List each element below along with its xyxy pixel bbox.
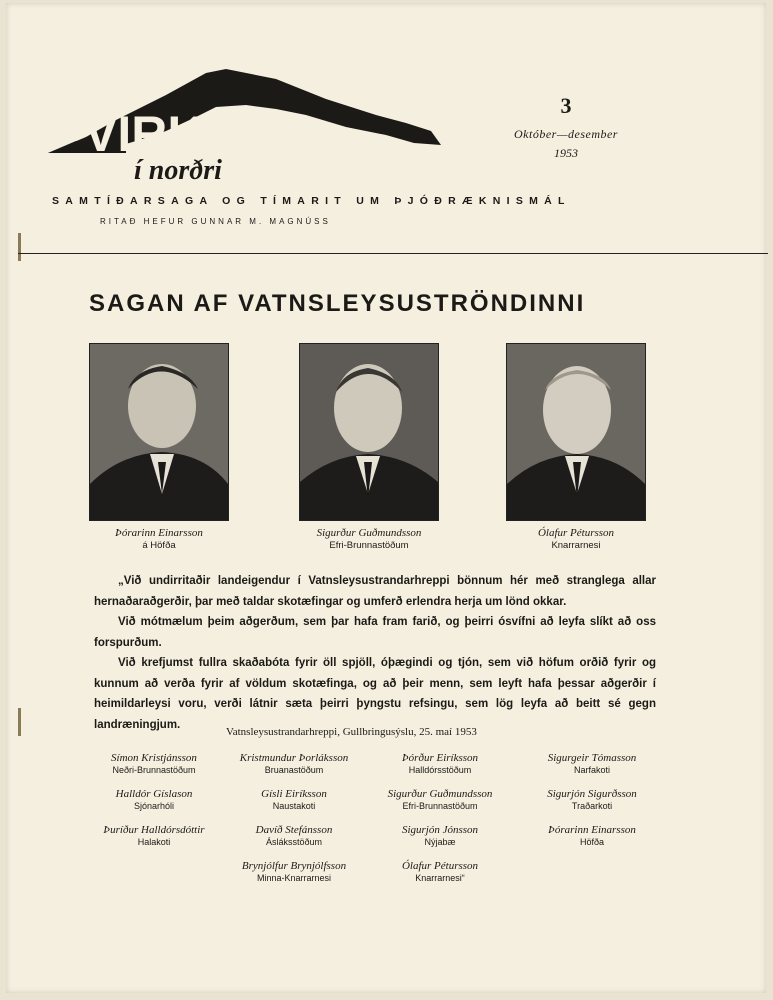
- signatory-place: Höfða: [579, 837, 605, 847]
- signatory-name: Sigurjón Jónsson: [401, 824, 479, 836]
- portrait-3: [506, 343, 646, 551]
- signatory: [350, 860, 530, 883]
- signatory-place: Halakoti: [137, 837, 171, 847]
- header-divider: [18, 253, 768, 254]
- issue-months: Október—desember: [514, 127, 618, 141]
- signatory-place: Narfakoti: [573, 765, 610, 775]
- protest-statement: [94, 571, 656, 735]
- signatory-name: Halldór Gíslason: [115, 788, 193, 800]
- magazine-byline: RITAÐ HEFUR GUNNAR M. MAGNÚSS: [100, 217, 331, 226]
- statement-paragraph: Við krefjumst fullra skaðabóta fyrir öll spjöll, óþægindi og tjón, sem við höfum orðið fyrir og kunnum að verða fyrir af völdum skotæfinga, og að þeir menn, sem leyft hafa þessar aðgerðir í heimildarleysi voru, verði látnir sæta þeirri þyngstu refsingu, sem lög leyfa að beitt sé gegn landræningjum.: [94, 657, 656, 731]
- signatory-place: Neðri-Brunnastöðum: [112, 765, 196, 775]
- logo-sub-text: í norðri: [134, 155, 222, 186]
- portrait-place: Efri-Brunnastöðum: [329, 540, 409, 551]
- portrait-name: Ólafur Pétursson: [537, 527, 615, 539]
- signatory: [502, 824, 682, 847]
- signatory-place: Traðarkoti: [571, 801, 613, 811]
- portrait-2: [299, 343, 439, 551]
- statement-dateline: Vatnsleysustrandarhreppi, Gullbringusýslu, 25. maí 1953: [226, 726, 477, 738]
- portrait-place: Knarrarnesi: [551, 540, 601, 551]
- signatory-name: Brynjólfur Brynjólfsson: [241, 860, 347, 872]
- portrait-photo: [89, 343, 229, 521]
- signatory-name: Þuríður Halldórsdóttir: [103, 824, 205, 836]
- portrait-place: á Höfða: [142, 540, 176, 551]
- signatory-name: Ólafur Pétursson: [401, 860, 479, 872]
- signatory-place: Efri-Brunnastöðum: [402, 801, 478, 811]
- signatory-place: Sjónarhóli: [133, 801, 175, 811]
- portrait-name: Sigurður Guðmundsson: [316, 527, 422, 539]
- magazine-page: [6, 3, 766, 993]
- article-headline: SAGAN AF VATNSLEYSUSTRÖNDINNI: [89, 290, 586, 317]
- signatory-name: Sigurður Guðmundsson: [387, 788, 493, 800]
- issue-info: [506, 93, 626, 161]
- signatory-place: Naustakoti: [272, 801, 316, 811]
- signatory: [502, 752, 682, 775]
- issue-year: 1953: [554, 146, 578, 160]
- statement-paragraph: „Við undirritaðir landeigendur í Vatnsleysustrandarhreppi bönnum hér með stranglega allar hernaðaraðgerðir, þar með taldar skotæfingar og umferð erlendra herja um lönd okkar.: [94, 575, 656, 608]
- portrait-1: [89, 343, 229, 551]
- signatory-place: Minna-Knarrarnesi: [256, 873, 332, 883]
- signatory-name: Davíð Stefánsson: [255, 824, 333, 836]
- portrait-photo: [506, 343, 646, 521]
- signatory-name: Gísli Eiríksson: [261, 788, 327, 800]
- magazine-subtitle: SAMTÍÐARSAGA OG TÍMARIT UM ÞJÓÐRÆKNISMÁL: [52, 195, 571, 207]
- staple-mark: [18, 708, 21, 736]
- portrait-photo: [299, 343, 439, 521]
- signatory-name: Sigurjón Sigurðsson: [547, 788, 637, 800]
- staple-mark: [18, 233, 21, 261]
- portrait-name: Þórarinn Einarsson: [115, 527, 203, 539]
- statement-paragraph: Við mótmælum þeim aðgerðum, sem þar hafa fram farið, og þeirri ósvífni að leyfa slíkt að oss forspurðum.: [94, 616, 656, 649]
- signatory-place: Halldórsstöðum: [408, 765, 472, 775]
- mountain-logo-icon: [46, 65, 466, 190]
- issue-number: 3: [560, 93, 572, 118]
- logo-main-text: VIRKIÐ: [84, 106, 254, 162]
- signatory-name: Þórarinn Einarsson: [548, 824, 636, 836]
- signatory-name: Kristmundur Þorláksson: [239, 752, 349, 764]
- signatory-name: Þórður Eiríksson: [401, 752, 479, 764]
- signatory: [502, 788, 682, 811]
- signatory-place: Bruanastöðum: [264, 765, 324, 775]
- signatory-name: Sigurgeir Tómasson: [547, 752, 637, 764]
- signatory-place: Ásláksstöðum: [265, 837, 323, 847]
- signatory-place: Knarrarnesi“: [415, 873, 465, 883]
- signatory-place: Nýjabæ: [424, 837, 456, 847]
- signatory-name: Símon Kristjánsson: [111, 752, 197, 764]
